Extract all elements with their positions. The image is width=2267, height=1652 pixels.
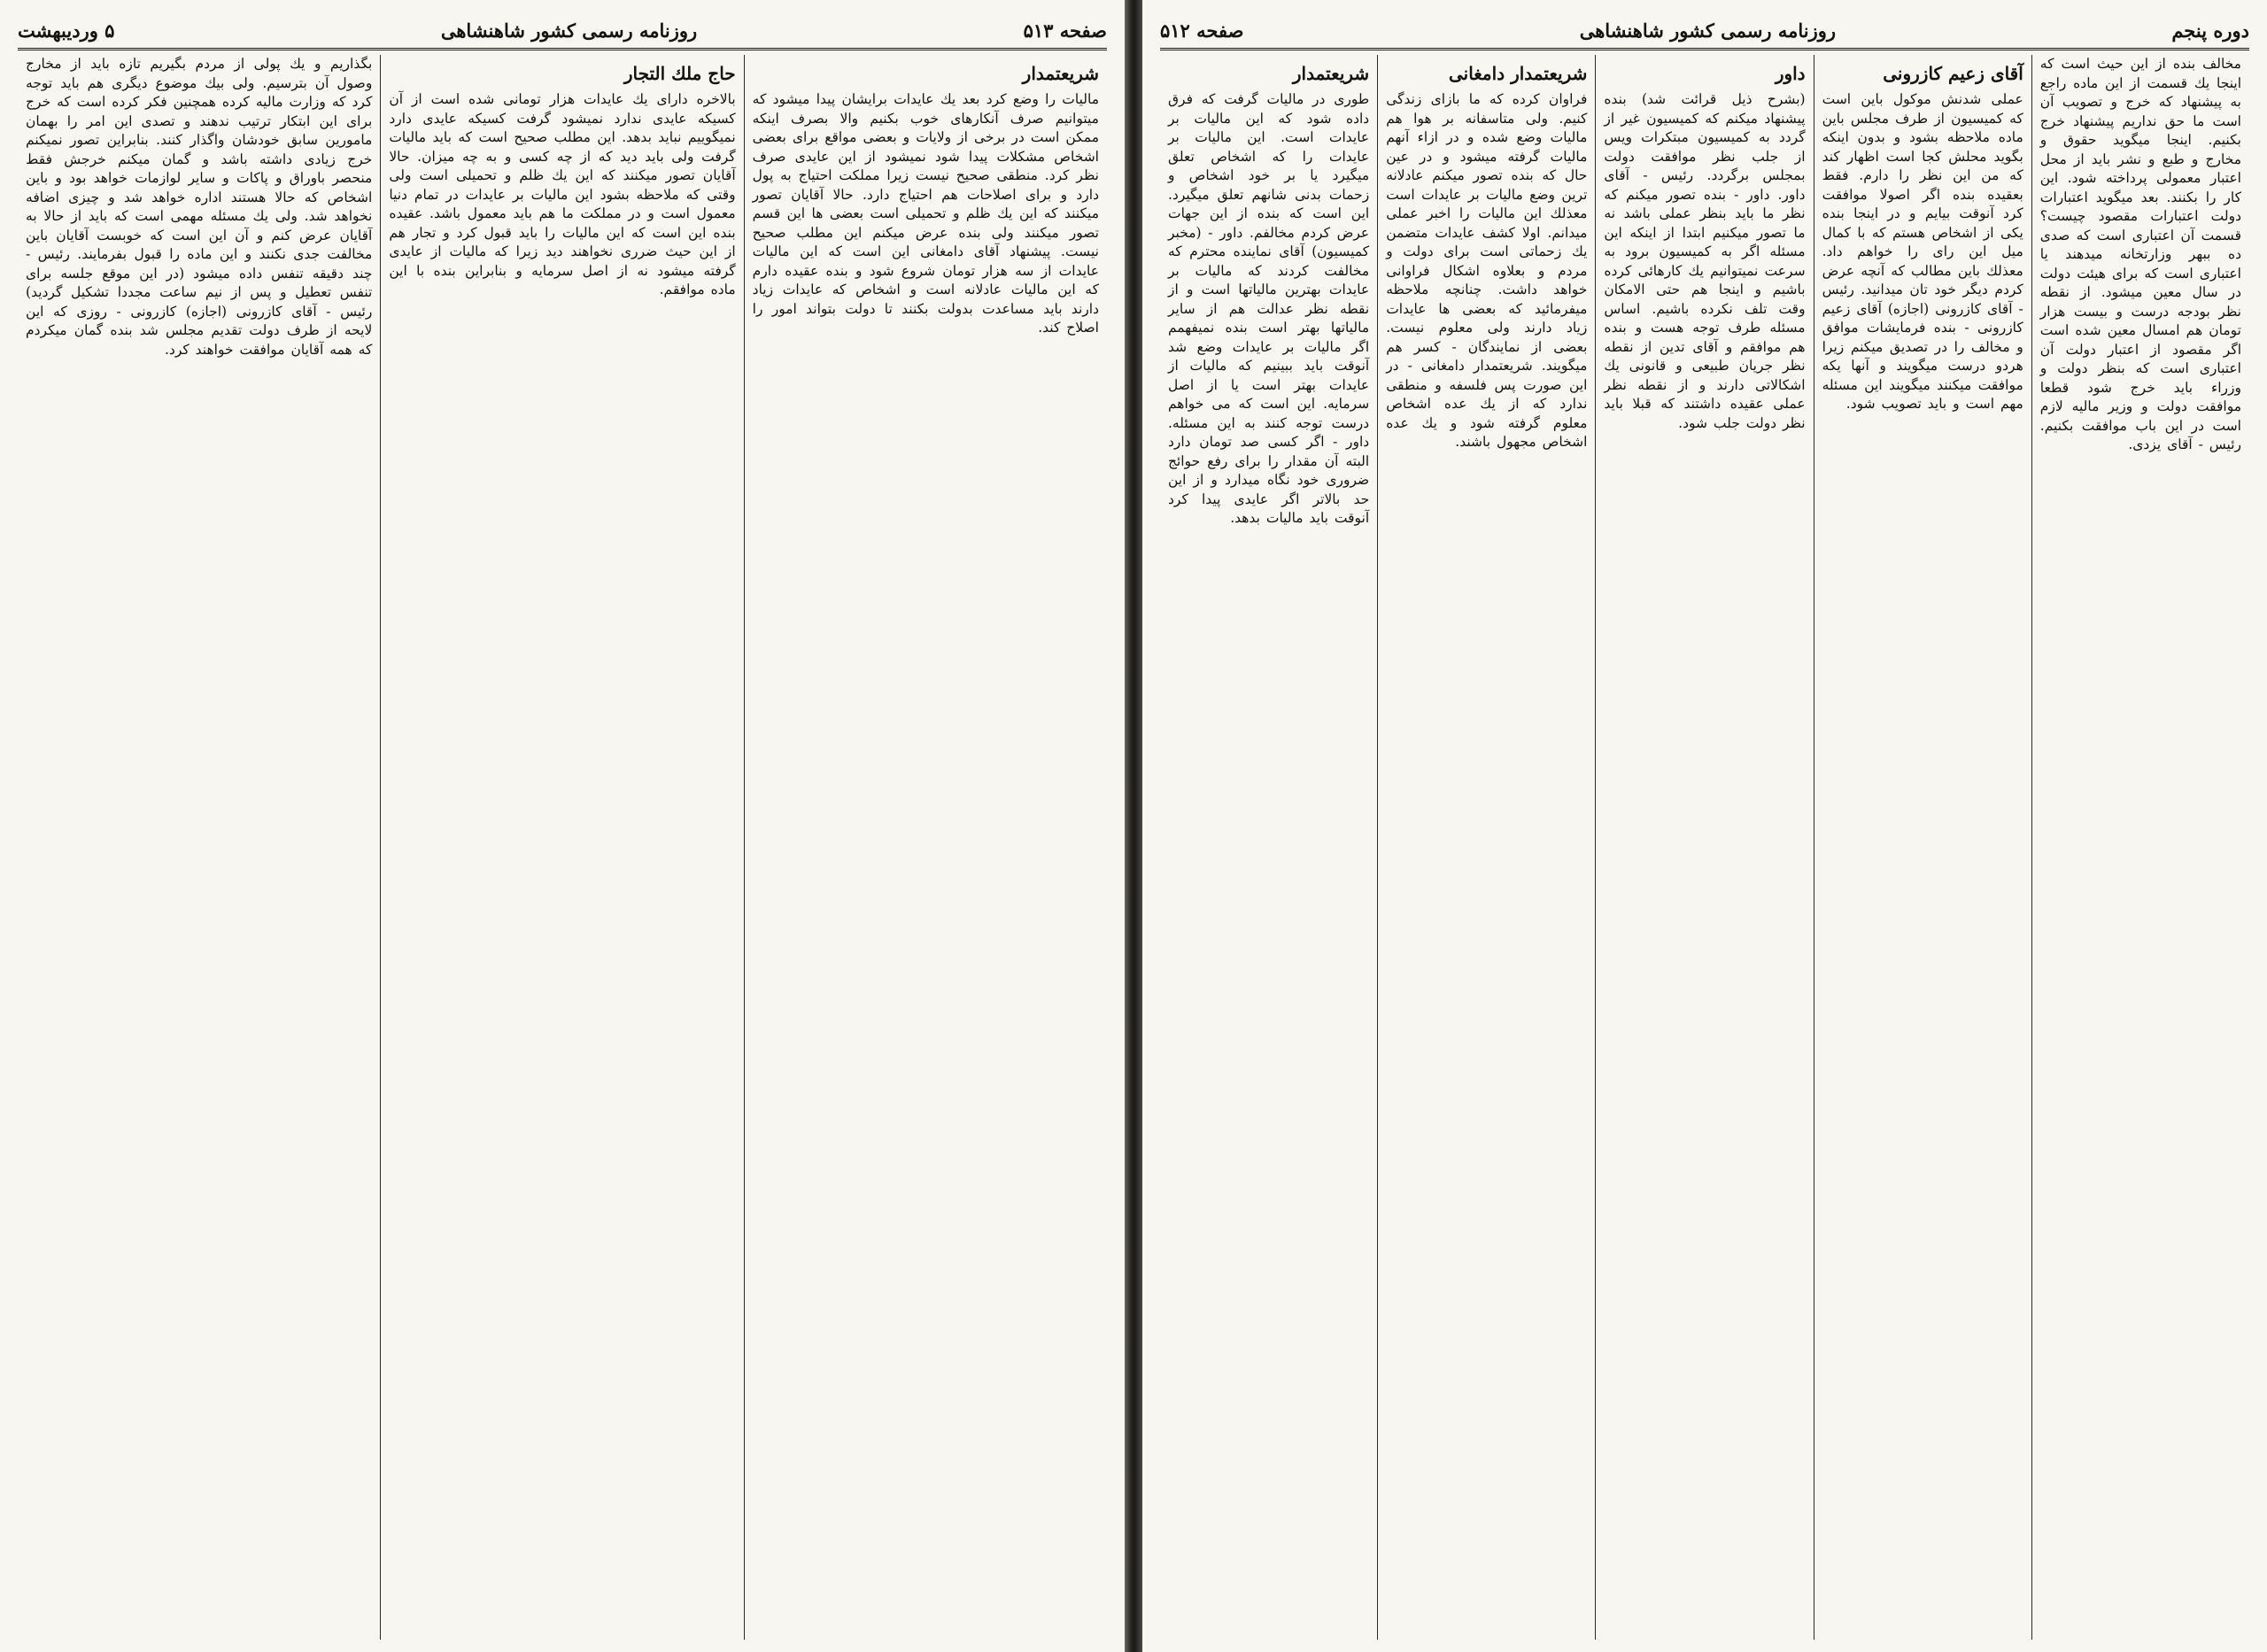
- right-masthead: [1160, 12, 2249, 50]
- right-newspaper-title: روزنامه رسمی کشور شاهنشاهی: [1579, 19, 1837, 42]
- right-page-number: صفحه ۵۱۲: [1160, 19, 1244, 42]
- right-column-3-heading: داور: [1775, 63, 1806, 84]
- page-fold: [1125, 0, 1142, 1652]
- right-column-2: [1814, 55, 2031, 1640]
- right-column-4: [1377, 55, 1595, 1640]
- right-columns: [1160, 55, 2249, 1640]
- right-column-2-text: عملى شدنش موكول باين است كه كميسيون از طرف مجلس باين ماده ملاحظه بشود و بدون اينكه بگويد محلش كجا است اظهار كند كه من اين نظر را دارم. فقط بعقيده بنده اگر اصولا موافقت كرد آنوقت بيايم و در اينجا بنده يكى از اشخاص هستم كه با كمال ميل اين راى را خواهم داد. معذلك باين مطالب كه آنچه عرض كردم ديگر خود تان ميدانيد. رئيس - آقاى كازرونى (اجازه) آقاى زعيم كازرونى - بنده فرمايشات موافق و مخالف را در تصديق ميكنم زيرا هردو درست ميگويند و آنها يكه موافقت ميكنند ميگويند اين مسئله مهم است و بايد تصويب شود.: [1822, 91, 2023, 412]
- left-column-1-heading: شریعتمدار: [1022, 63, 1099, 84]
- right-column-5: [1160, 55, 1377, 1640]
- right-column-3: [1595, 55, 1813, 1640]
- right-page: [1142, 0, 2267, 1652]
- left-page-number: صفحه ۵۱۳: [1023, 19, 1107, 42]
- left-column-1: [744, 55, 1107, 1640]
- right-column-2-heading: آقاى زعيم كازرونى: [1883, 63, 2023, 84]
- left-newspaper-title: روزنامه رسمی کشور شاهنشاهی: [440, 19, 698, 42]
- right-column-5-heading: شريعتمدار: [1292, 63, 1370, 84]
- right-column-1-text: مخالف بنده از اين حيث است كه اينجا يك قسمت از اين ماده راجع به پيشنهاد كه خرج و تصويب آن است ما حق نداريم پيشنهاد خرج بكنيم. اينجا ميگويد حقوق و مخارج و طبع و نشر بايد از محل اعتبار معمولى پرداخته شود. اين كار را بكنند. بعد ميگويد اعتبارات دولت اعتبارات مقصود چيست؟ قسمت آن اعتبارى است كه صدى ده ببهر وزارتخانه ميدهند يا اعتبارى است كه براى هيئت دولت در سال معين ميشود. از نقطه نظر بودجه درست و بيست هزار تومان هم امسال معين شده است اگر مقصود از اعتبار دولت آن اعتبارى است كه بنظر دولت و وزراء بايد خرج شود قطعا موافقت دولت و وزير ماليه لازم است در اين باب موافقت بكنيم. رئيس - آقاى يزدى.: [2039, 56, 2241, 452]
- right-column-1: [2031, 55, 2249, 1640]
- right-column-4-text: فراوان كرده كه ما بازاى زندگى كنيم. ولى متاسفانه بر هوا هم ماليات وضع شده و در ازاء آنهم ماليات گرفته ميشود و در عين حال كه بنده تصور ميكنم عادلانه ترين وضع ماليات بر عايدات است معذلك اين ماليات را اخبر عملى ميدانم. اولا كشف عايدات متضمن يك زحماتى است براى دولت و مردم و بعلاوه اشكال فراوانى خواهد داشت. چنانچه ملاحظه ميفرمائيد كه بعضى ها عايدات زياد دارند ولى معلوم نيست. بعضى از نمايندگان - كسر هم ميگويند. شريعتمدار دامغانى - در اين صورت پس فلسفه و منطقى ندارد كه از يك عده اشخاص معلوم گرفته شود و يك عده اشخاص مجهول باشند.: [1386, 91, 1588, 450]
- right-column-5-text: طورى در ماليات گرفت كه فرق داده شود كه اين ماليات بر عايدات است. اين ماليات بر عايدات را كه اشخاص تعلق ميگيرد يا بر خود اشخاص و زحمات بدنى شانهم تعلق ميگيرد. اين است كه بنده از اين جهات عرض كردم مخالفم. داور - (مخبر كميسيون) آقاى نماينده محترم كه مخالفت كردند كه ماليات بر عايدات بهترين مالياتها است و از نقطه نظر عدالت هم از ساير مالياتها بهتر است بنده نميفهمم اگر ماليات بر عايدات وضع شد آنوقت بايد ببينيم كه ماليات از عايدات بهتر است يا از اصل سرمايه. اين است كه مى خواهم درست توجه كنند به اين مسئله. داور - اگر كسى صد تومان دارد البته آن مقدار را براى رفع حوائج ضرورى خود نگاه ميدارد و از اين حد بالاتر اگر عايدى پيدا كرد آنوقت بايد ماليات بدهد.: [1167, 91, 1370, 526]
- left-masthead: [18, 12, 1107, 50]
- left-page: [0, 0, 1125, 1652]
- left-column-3-text: بگذاريم و يك پولى از مردم بگيريم تازه بايد از مخارج وصول آن بترسيم. ولى بيك موضوع ديگرى هم بايد توجه كرد كه وزارت ماليه كرده همچنين فكر كرده است كه خرج براى اين ابتكار ترتيب ندهند و تصدى اين امر را بهمان مامورين سابق خودشان واگذار كنند. بنابراين تصور نميكنم خرج زيادى داشته باشد و گمان ميكنم خرجش فقط منحصر باوراق و پاكات و ساير لوازمات خواهد بود و باين اشخاص كه حالا هستند اداره خواهد شد و چيزى اضافه نخواهد شد. ولى يك مسئله مهمى است كه بايد از حالا به آقايان عرض كنم و آن اين است كه خوبست آقايان باين مخالفت جدى نكنند و اين ماده را قبول بفرمايند. رئيس - چند دقيقه تنفس داده ميشود (در اين موقع جلسه براى تنفس تعطيل و پس از نيم ساعت مجددا تشكيل گرديد) رئيس - آقاى كازرونى (اجازه) كازرونى - روزى كه اين لايحه از طرف دولت تقديم مجلس شد بنده گمان ميكردم كه همه آقايان موافقت خواهند كرد.: [26, 56, 373, 358]
- left-issue-date: ۵ ورديبهشت: [18, 19, 115, 42]
- left-column-2: [380, 55, 743, 1640]
- left-columns: [18, 55, 1107, 1640]
- left-column-2-heading: حاج ملك التجار: [623, 63, 736, 84]
- left-column-3: [18, 55, 380, 1640]
- right-column-3-text: (بشرح ذيل قرائت شد) بنده پيشنهاد ميكنم كه كميسيون غير از گردد به كميسيون مبتكرات ويس از جلب نظر موافقت دولت بمجلس برگردد. رئيس - آقاى داور. داور - بنده تصور ميكنم كه نظر ما بايد بنظر عملى باشد نه ما تصور ميكنيم ابتدا از اينكه اين مسئله اگر به كميسيون برود به سرعت نميتوانيم يك كارهائى كرده باشيم و اينجا هم حتى الامكان وقت تلف نكرده باشيم. اساس مسئله طرف توجه هست و بنده هم موافقم و آقاى تدين از نقطه نظر جريان طبيعى و قانونى يك اشكالاتى دارند و از نقطه نظر عملى عقيده داشتند كه قبلا بايد نظر دولت جلب شود.: [1604, 91, 1806, 431]
- left-column-1-text: ماليات را وضع كرد بعد يك عايدات برايشان پيدا ميشود كه ميتوانيم صرف آنكارهاى خوب بكنيم والا بصرف اينكه ممكن است در برخى از ولايات و بعضى مواقع براى بعضى اشخاص مشكلات پيدا شود نميشود از اين عايدى صرف نظر كرد. منطقى صحيح نيست زيرا مملكت احتياج به پول دارد و براى اصلاحات هم احتياج دارد. حالا آقايان تصور ميكنند كه اين يك ظلم و تحميلى است بعضى ها اين قسم تصور ميكنند ولى بنده عرض ميكنم اين مطلب صحيح نيست. پيشنهاد آقاى دامغانى اين است كه اين ماليات عايدات از سه هزار تومان شروع شود و بنده عقيده دارم كه اين ماليات عادلانه است و اشخاص كه عايدات زياد دارند بايد مساعدت بدولت بكنند تا دولت بتواند امور را اصلاح كند.: [752, 91, 1099, 336]
- right-column-4-heading: شريعتمدار دامغانى: [1448, 63, 1588, 84]
- left-column-2-text: بالاخره داراى يك عايدات هزار تومانى شده است از آن كسيكه عايدى ندارد نميشود گرفت كسيكه عايدى دارد نميگوييم نبايد بدهد. اين مطلب صحيح است كه بايد ماليات گرفت ولى بايد ديد كه از چه كسى و به چه ميزان. حالا آقايان تصور ميكنند كه اين يك ظلم و تحميلى است ولى وقتى كه ملاحظه بشود اين ماليات بر عايدات در تمام دنيا معمول است و در مملكت ما هم بايد معمول باشد. عقيده بنده اين است كه اين ماليات را بايد قبول كرد و تجار هم از اين حيث ضررى نخواهند ديد زيرا كه ماليات از عايدى گرفته ميشود نه از اصل سرمايه و بنابراين بنده با اين ماده موافقم.: [389, 91, 736, 297]
- right-session-label: دوره پنجم: [2171, 19, 2249, 42]
